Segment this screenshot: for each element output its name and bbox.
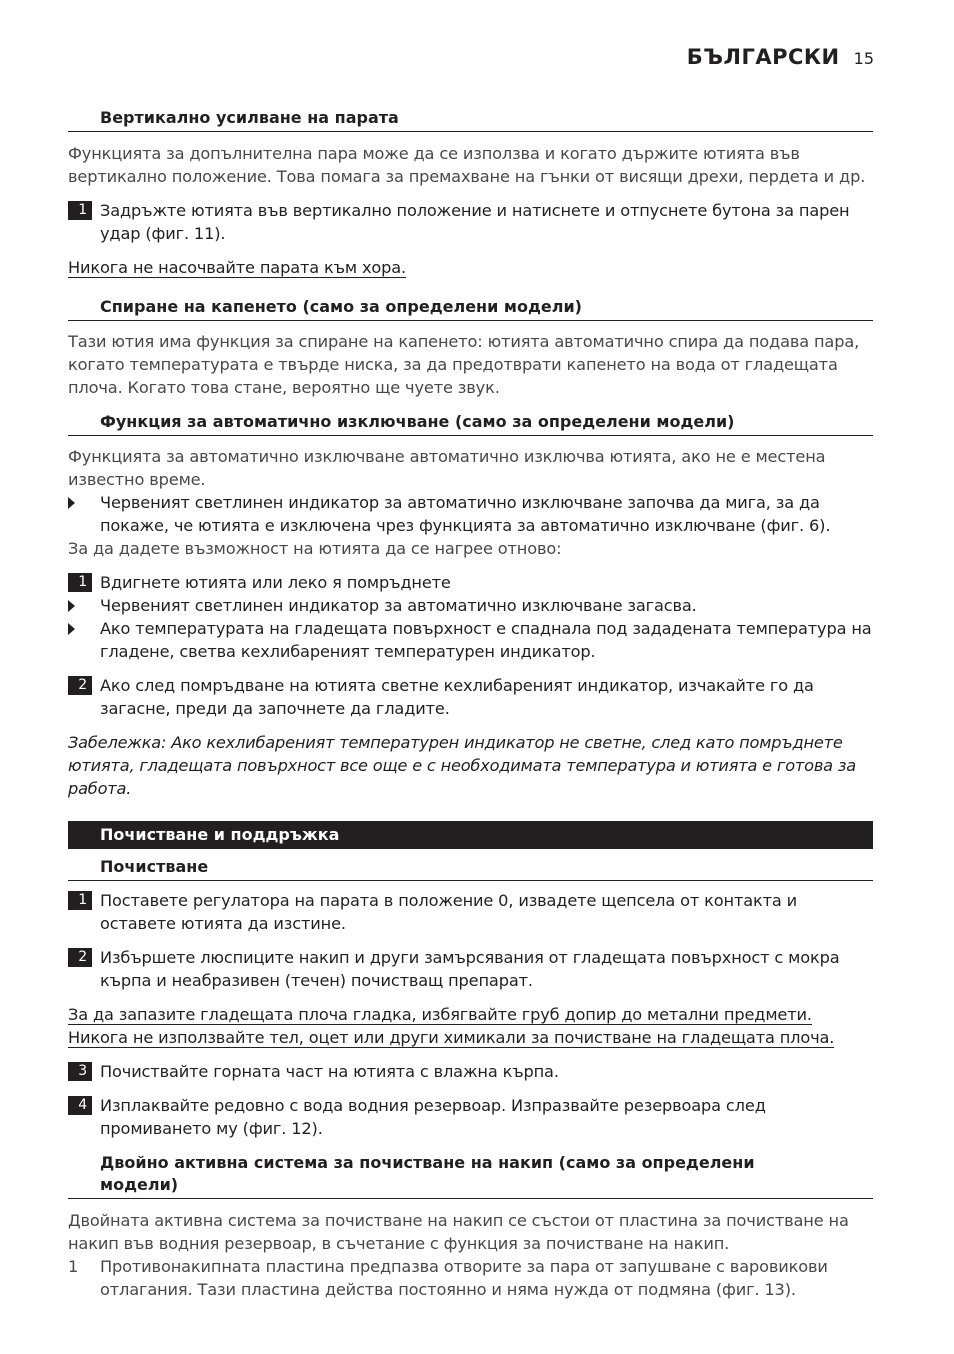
cleaning-step-3: [68, 1060, 873, 1083]
item-text: Противонакипната пластина предпазва отворите за пара от запушване с варовикови отлагания. Тази пластина действа постоянно и няма нужда от подмяна (фиг. 13).: [100, 1257, 828, 1299]
auto-off-intro: Функцията за автоматично изключване автоматично изключва ютията, ако не е местена известно време.: [68, 447, 826, 489]
step-number: 3: [68, 1062, 92, 1081]
step-number: 4: [68, 1096, 92, 1115]
auto-off-step-1: [68, 571, 873, 594]
auto-off-bullet-3: [68, 617, 873, 663]
page-header: [687, 45, 874, 69]
steam-boost-step-1: [68, 199, 873, 245]
steam-boost-heading: Вертикално усилване на парата: [68, 104, 873, 132]
item-number: 1: [68, 1257, 79, 1276]
step-number: 1: [68, 573, 92, 592]
drip-stop-heading: Спиране на капенето (само за определени модели): [68, 293, 873, 321]
auto-off-bullet-2: [68, 594, 873, 617]
step-text: Почиствайте горната част на ютията с влажна кърпа.: [100, 1062, 559, 1081]
cleaning-step-4: [68, 1094, 873, 1140]
step-number: 2: [68, 948, 92, 967]
double-active-heading: Двойно активна система за почистване на накип (само за определени модели): [68, 1152, 873, 1199]
bullet-text: Ако температурата на гладещата повърхност е спаднала под зададената температура на гладене, светва кехлибареният температурен индикатор.: [100, 619, 872, 661]
step-number: 2: [68, 676, 92, 695]
auto-off-note: Забележка: Ако кехлибареният температурен индикатор не светне, след като помръднете ютията, гладещата повърхност все още е с необходимата температура и ютията е готова за работа.: [68, 733, 856, 798]
step-text: Избършете люспиците накип и други замърсявания от гладещата повърхност с мокра кърпа и неабразивен (течен) почистващ препарат.: [100, 948, 840, 990]
cleaning-warning-1: [68, 1003, 873, 1026]
language-label: БЪЛГАРСКИ: [686, 45, 840, 69]
cleaning-subheading: Почистване: [68, 853, 873, 881]
warning-text: За да запазите гладещата плоча гладка, избягвайте груб допир до метални предмети.: [68, 1005, 812, 1024]
auto-off-reheat: За да дадете възможност на ютията да се нагрее отново:: [68, 539, 562, 558]
step-text: Вдигнете ютията или леко я помръднете: [100, 573, 451, 592]
step-text: Поставете регулатора на парата в положение 0, извадете щепсела от контакта и оставете ютията да изстине.: [100, 891, 798, 933]
step-number: 1: [68, 891, 92, 910]
cleaning-step-1: [68, 889, 873, 935]
bullet-text: Червеният светлинен индикатор за автоматично изключване започва да мига, за да покаже, че ютията е изключена чрез функцията за автоматично изключване (фиг. 6).: [100, 493, 831, 535]
bullet-text: Червеният светлинен индикатор за автоматично изключване загасва.: [100, 596, 697, 615]
steam-boost-intro: Функцията за допълнителна пара може да се използва и когато държите ютията във вертикално положение. Това помага за премахване на гънки от висящи дрехи, пердета и др.: [68, 144, 866, 186]
page-number: 15: [853, 49, 874, 68]
cleaning-warning-2: [68, 1026, 873, 1049]
cleaning-step-2: [68, 946, 873, 992]
cleaning-section-heading: Почистване и поддръжка: [68, 821, 873, 849]
step-text: Задръжте ютията във вертикално положение и натиснете и отпуснете бутона за парен удар (фиг. 11).: [100, 201, 850, 243]
page-content: [68, 104, 873, 1301]
auto-off-heading: Функция за автоматично изключване (само за определени модели): [68, 408, 873, 436]
double-active-item-1: [68, 1255, 873, 1301]
warning-text: Никога не използвайте тел, оцет или други химикали за почистване на гладещата плоча.: [68, 1028, 835, 1047]
bullet-arrow-icon: [68, 623, 75, 635]
warning-text: Никога не насочвайте парата към хора.: [68, 258, 407, 277]
drip-stop-text: Тази ютия има функция за спиране на капенето: ютията автоматично спира да подава пара, когато температурата е твърде ниска, за да предотврати капенето на вода от гладещата плоча. Когато това стане, вероятно ще чуете звук.: [68, 332, 860, 397]
bullet-arrow-icon: [68, 600, 75, 612]
auto-off-bullet-1: [68, 491, 873, 537]
steam-boost-warning: [68, 256, 873, 279]
step-number: 1: [68, 201, 92, 220]
bullet-arrow-icon: [68, 497, 75, 509]
step-text: Изплаквайте редовно с вода водния резервоар. Изпразвайте резервоара след промиването му (фиг. 12).: [100, 1096, 766, 1138]
step-text: Ако след помръдване на ютията светне кехлибареният индикатор, изчакайте го да загасне, преди да започнете да гладите.: [100, 676, 814, 718]
double-active-intro: Двойната активна система за почистване на накип се състои от пластина за почистване на накип във водния резервоар, в съчетание с функция за почистване на накип.: [68, 1211, 849, 1253]
auto-off-step-2: [68, 674, 873, 720]
